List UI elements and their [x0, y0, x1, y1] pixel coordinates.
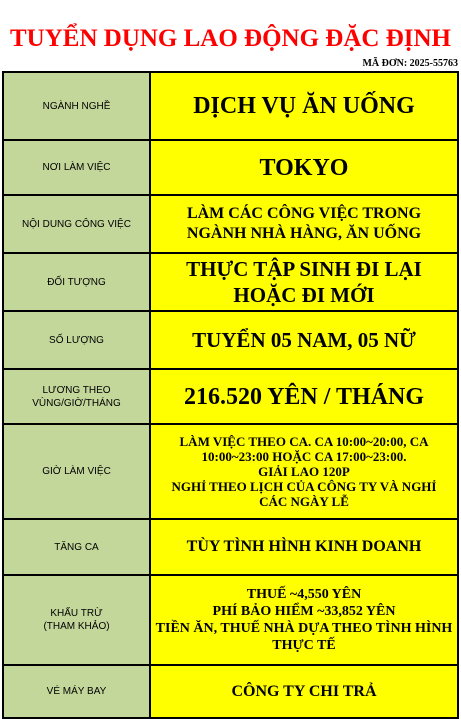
value-line: THỰC TẬP SINH ĐI LẠI: [186, 257, 422, 281]
value-line: CÁC NGÀY LỄ: [259, 494, 349, 509]
table-row: [3, 253, 458, 311]
order-code: MÃ ĐƠN: 2025-55763: [362, 58, 458, 69]
table-row: [3, 72, 458, 140]
label-line: KHẤU TRỪ: [50, 608, 103, 619]
row-value-airfare: [150, 665, 458, 718]
label-line: NỘI DUNG CÔNG VIỆC: [22, 218, 131, 230]
value-line: NGÀNH NHÀ HÀNG, ĂN UỐNG: [186, 225, 422, 242]
row-value-deductions: [150, 575, 458, 665]
table-row: [3, 311, 458, 369]
value-line: TÙY TÌNH HÌNH KINH DOANH: [186, 538, 422, 555]
value-line: THỰC TẾ: [272, 638, 336, 653]
row-value-target: [150, 253, 458, 311]
table-row: [3, 195, 458, 253]
row-value-workplace: [150, 140, 458, 195]
value-line: DỊCH VỤ ĂN UỐNG: [193, 93, 415, 119]
table-row: [3, 140, 458, 195]
value-line: TOKYO: [259, 154, 349, 181]
row-value-job-content: [150, 195, 458, 253]
row-value-working-hours: [150, 424, 458, 519]
value-line: 216.520 YÊN / THÁNG: [183, 383, 425, 410]
row-value-salary: [150, 369, 458, 424]
value-line: GIẢI LAO 120P: [258, 464, 350, 479]
label-line: TĂNG CA: [54, 541, 99, 553]
table-row: [3, 424, 458, 519]
row-label-workplace: [3, 140, 150, 195]
label-line: ĐỐI TƯỢNG: [47, 276, 106, 288]
value-line: LÀM VIỆC THEO CA. CA 10:00~20:00, CA: [179, 434, 429, 449]
label-line: (THAM KHẢO): [43, 621, 110, 632]
row-label-salary: [3, 369, 150, 424]
row-label-deductions: [3, 575, 150, 665]
row-label-industry: [3, 72, 150, 140]
row-value-industry: [150, 72, 458, 140]
value-line: HOẶC ĐI MỚI: [233, 283, 375, 307]
value-line: PHÍ BẢO HIỂM ~33,852 YÊN: [212, 604, 396, 619]
label-line: NƠI LÀM VIỆC: [42, 162, 111, 173]
row-label-working-hours: [3, 424, 150, 519]
table-row: [3, 665, 458, 718]
value-line: TIỀN ĂN, THUẾ NHÀ DỰA THEO TÌNH HÌNH: [155, 621, 453, 636]
table-row: [3, 519, 458, 575]
value-line: LÀM CÁC CÔNG VIỆC TRONG: [186, 205, 422, 222]
row-label-airfare: [3, 665, 150, 718]
value-line: NGHỈ THEO LỊCH CỦA CÔNG TY VÀ NGHỈ: [171, 479, 437, 494]
table-row: [3, 369, 458, 424]
value-line: THUẾ ~4,550 YÊN: [246, 587, 362, 602]
label-line: VÙNG/GIỜ/THÁNG: [32, 397, 121, 409]
table-row: [3, 575, 458, 665]
row-label-job-content: [3, 195, 150, 253]
label-line: VÉ MÁY BAY: [46, 686, 107, 697]
job-details-table: [2, 71, 459, 719]
row-label-overtime: [3, 519, 150, 575]
label-line: GIỜ LÀM VIỆC: [42, 466, 111, 477]
row-label-quantity: [3, 311, 150, 369]
value-line: CÔNG TY CHI TRẢ: [231, 682, 377, 700]
row-value-overtime: [150, 519, 458, 575]
row-value-quantity: [150, 311, 458, 369]
value-line: TUYỂN 05 NAM, 05 NỮ: [192, 328, 416, 352]
value-line: 10:00~23:00 HOẶC CA 17:00~23:00.: [201, 449, 407, 464]
label-line: LƯƠNG THEO: [42, 384, 111, 396]
row-label-target: [3, 253, 150, 311]
page-title: TUYỂN DỤNG LAO ĐỘNG ĐẶC ĐỊNH: [10, 25, 451, 52]
label-line: NGÀNH NGHỀ: [42, 100, 111, 112]
label-line: SỐ LƯỢNG: [49, 334, 104, 346]
